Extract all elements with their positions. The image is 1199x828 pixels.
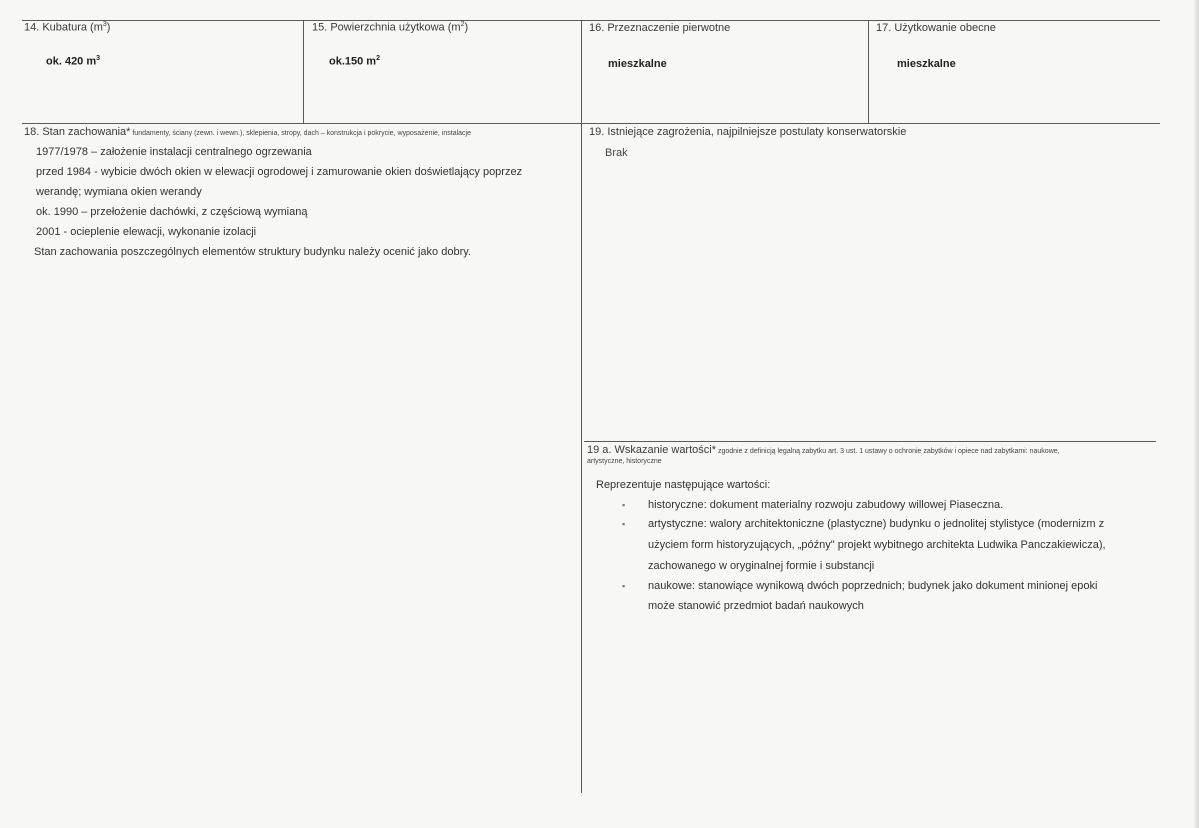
field-14-value: ok. 420 $m^3$ [46,55,101,68]
scan-edge-shadow [1193,0,1199,828]
field-19a-label-cont: artystyczne, historyczne [587,458,662,465]
field-16-value: mieszkalne [608,58,667,70]
f19a-item-3-line-2: może stanowić przedmiot badań naukowych [648,600,864,612]
col-divider-1 [303,20,304,123]
f18-line-5: 2001 - ocieplenie elewacji, wykonanie izolacji [36,226,257,238]
f19a-intro: Reprezentuje następujące wartości: [596,479,771,491]
f19a-item-1-line-1: historyczne: dokument materialny rozwoju zabudowy willowej Piaseczna. [648,499,1004,511]
top-rule [22,20,1160,21]
f18-line-2: przed 1984 - wybicie dwóch okien w elewacji ogrodowej i zamurowanie okien doświetlający poprzez [36,166,523,178]
field-14-label: 14. Kubatura $(m^3)$ [24,21,111,34]
f19a-top-rule [584,441,1156,442]
bullet-icon: ▪ [622,581,626,591]
bullet-icon: ▪ [622,519,626,529]
field-19-label: 19. Istniejące zagrożenia, najpilniejsze postulaty konserwatorskie [589,126,907,138]
field-15-value: ok.150 $m^2$ [329,55,380,68]
f19a-item-3-line-1: naukowe: stanowiące wynikową dwóch poprzednich; budynek jako dokument minionej epoki [648,580,1098,592]
field-17-value: mieszkalne [897,58,956,70]
bullet-icon: ▪ [622,500,626,510]
f18-summary: Stan zachowania poszczególnych elementów struktury budynku należy ocenić jako dobry. [34,246,471,258]
col-divider-3 [868,20,869,123]
field-16-label: 16. Przeznaczenie pierwotne [589,22,731,34]
f19a-item-2-line-2: użyciem form historyzujących, „późny" projekt wybitnego architekta Ludwika Panczakiewicza), [648,539,1106,551]
field-19-value: Brak [605,147,628,159]
col-divider-2 [581,20,582,793]
f19a-item-2-line-1: artystyczne: walory architektoniczne (plastyczne) budynku o jednolitej stylistyce (modernizm z [648,518,1105,530]
f19a-item-2-line-3: zachowanego w oryginalnej formie i substancji [648,560,875,572]
field-15-label: 15. Powierzchnia użytkowa $(m^2)$ [312,21,469,34]
f18-line-3: werandę; wymiana okien werandy [36,186,202,198]
f18-line-4: ok. 1990 – przełożenie dachówki, z częściową wymianą [36,206,308,218]
f18-line-1: 1977/1978 – założenie instalacji centralnego ogrzewania [36,146,312,158]
row1-bottom-rule [22,123,1160,124]
field-17-label: 17. Użytkowanie obecne [876,22,996,34]
field-18-label: 18. Stan zachowania* fundamenty, ściany (zewn. i wewn.), sklepienia, stropy, dach – konstrukcja i pokrycie, wyposażenie, instalacje [24,126,471,138]
field-19a-label: 19 a. Wskazanie wartości* zgodnie z definicją legalną zabytku art. 3 ust. 1 ustawy o ochronie zabytków i opiece nad zabytkami: naukowe, [587,444,1060,456]
